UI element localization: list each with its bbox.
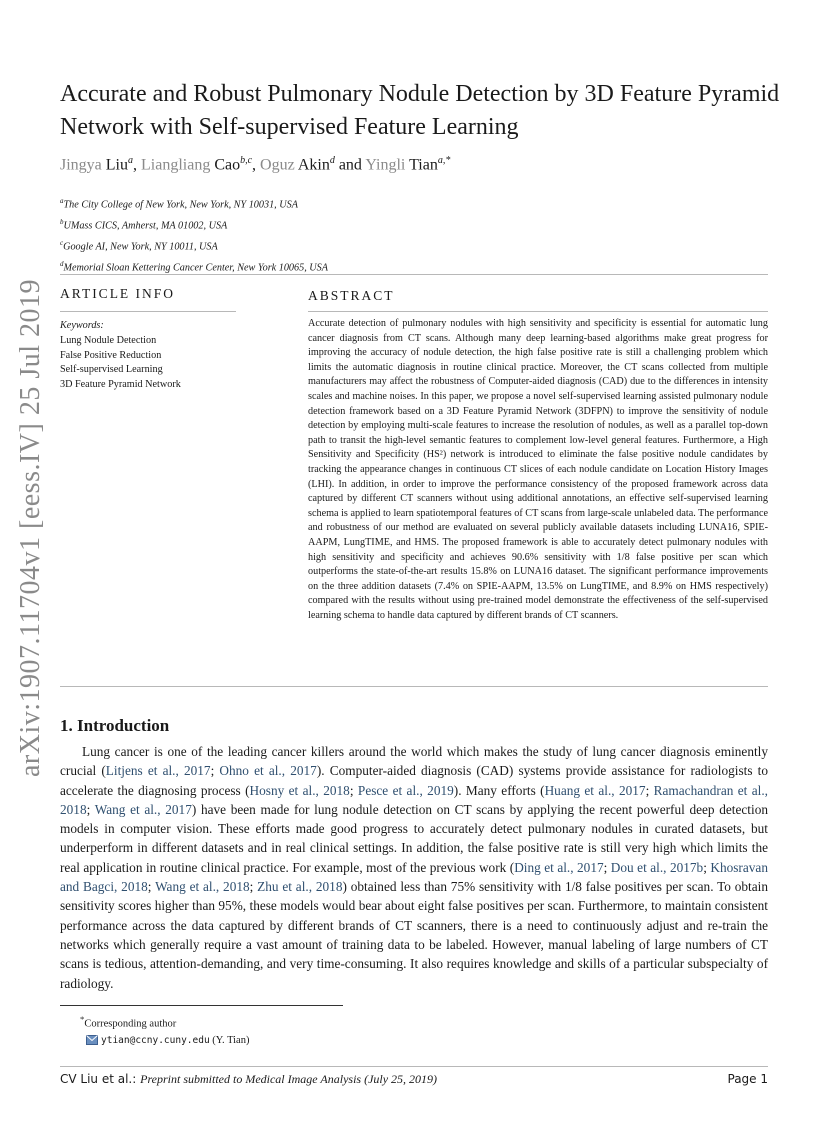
- affiliation-mark: c: [60, 238, 64, 247]
- citation-link[interactable]: Wang et al., 2018: [155, 879, 250, 895]
- abstract-heading: ABSTRACT: [308, 288, 395, 303]
- author-list: [60, 155, 450, 174]
- intro-text: ;: [249, 879, 258, 895]
- keyword-item: False Positive Reduction: [60, 349, 162, 361]
- intro-text: ). Computer-aided diagnosis (CAD) systems provide assistance for radiologists to accelerate the diagnosing process (: [60, 763, 768, 798]
- affiliation-mark: a: [60, 197, 64, 205]
- paper-title: Accurate and Robust Pulmonary Nodule Detection by 3D Feature Pyramid Network with Self-supervised Feature Learning: [60, 81, 780, 140]
- footnote-mark: *: [80, 1014, 85, 1024]
- page-number: Page 1: [727, 1072, 768, 1086]
- citation-link[interactable]: Pesce et al., 2019: [357, 782, 454, 798]
- author-affiliation-mark: a: [128, 155, 133, 166]
- author-affiliation-mark: a,*: [437, 155, 451, 166]
- footer-divider: [60, 1066, 768, 1067]
- citation-link[interactable]: Dou et al., 2017b: [610, 859, 704, 875]
- intro-text: ) obtained less than 75% sensitivity with 1/8 false positives per scan. To obtain sensitivity scores higher than 95%, these models would bear about eight false positives per scan. Furthermore, to maintain consistent performance across the data captured by different brands of CT scanners, there is a need to continuously adjust and re-train the networks which generally require a vast amount of training data to be labeled. However, manual labeling of large numbers of CT scans is tedious, attention-demanding, and very time-consuming. It also requires knowledge and skills of a particular subspecialty of radiology.: [60, 879, 768, 991]
- envelope-icon: [86, 1035, 98, 1051]
- author-family-name: Liu: [105, 156, 128, 174]
- author-affiliation-mark: d: [329, 155, 335, 166]
- abstract-bottom-divider: [60, 686, 768, 687]
- abstract-text: Accurate detection of pulmonary nodules with high sensitivity and specificity is essential for automatic lung cancer diagnosis from CT scans. Although many deep learning-based algorithms make great progress for improving the accuracy of nodule detection, the high false positive rate is still a challenging problem which limits the automatic diagnosis in routine clinical practice. Moreover, the CT scans collected from multiple manufacturers may affect the robustness of Computer-aided diagnosis (CAD) due to the differences in intensity scales and machine noises. In this paper, we propose a novel self-supervised learning assisted pulmonary nodule detection framework based on a 3D Feature Pyramid Network (3DFPN) to improve the sensitivity of nodule detection by employing multi-scale features to increase the resolution of nodules, as well as a parallel top-down path to transit the high-level semantic features to complement low-level general features. Furthermore, a High Sensitivity and Specificity (HS²) network is introduced to eliminate the false positive nodule candidates by tracking the appearance changes in continuous CT slices of each nodule candidate on Location History Images (LHI). In addition, in order to improve the performance consistency of the proposed framework across data captured by different CT scanners without using additional annotations, an effective self-supervised learning schema is applied to learn spatiotemporal features of CT scans from large-scale unlabeled data. The performance and robustness of our method are evaluated on several publicly available datasets including LUNA16, SPIE-AAPM, LungTIME, and HMS. The proposed framework is able to accurately detect pulmonary nodules with high sensitivity and specificity and achieves 90.6% sensitivity with 1/8 false positive per scan which outperforms the state-of-the-art results 15.8% on LUNA16 dataset. The significant performance improvements on the three addition datasets (7.4% on SPIE-AAPM, 13.5% on LungTIME, and 8.9% on HMS respectively) compared with the results without using pre-trained model demonstrate the effectiveness of the self-supervised learning schema to handle data captured by different brands of CT scanners.: [308, 318, 768, 621]
- intro-text: ;: [210, 763, 220, 779]
- introduction-paragraph: [60, 742, 768, 993]
- page-footer: [60, 1072, 768, 1087]
- footnote-rule: [60, 1005, 343, 1006]
- affiliation-list: [60, 193, 328, 277]
- arxiv-identifier: arXiv:1907.11704v1 [eess.IV] 25 Jul 2019: [15, 279, 46, 778]
- citation-link[interactable]: Litjens et al., 2017: [105, 763, 211, 779]
- keyword-item: Self-supervised Learning: [60, 364, 163, 376]
- article-info-heading: ARTICLE INFO: [60, 286, 176, 301]
- keyword-item: 3D Feature Pyramid Network: [60, 379, 181, 391]
- author-family-name: Cao: [214, 156, 241, 174]
- affiliation-item: [60, 193, 328, 214]
- intro-text: ;: [86, 801, 95, 817]
- keywords-label: Keywords:: [60, 320, 104, 331]
- corresponding-email-link[interactable]: ytian@ccny.cuny.edu: [101, 1034, 210, 1046]
- footer-venue: Preprint submitted to Medical Image Analysis (July 25, 2019): [140, 1072, 438, 1086]
- intro-text: ;: [147, 879, 156, 895]
- affiliation-mark: d: [60, 259, 64, 268]
- citation-link[interactable]: Ramachandran et al., 2018: [60, 782, 768, 817]
- author-separator: and: [334, 156, 366, 174]
- affiliation-text: The City College of New York, New York, NY 10031, USA: [63, 199, 298, 211]
- affiliation-text: UMass CICS, Amherst, MA 01002, USA: [63, 220, 228, 232]
- affiliation-item: [60, 214, 328, 235]
- section-heading-introduction: 1. Introduction: [60, 716, 170, 735]
- author-family-name: Akin: [297, 156, 330, 174]
- abstract-divider: [308, 311, 768, 312]
- keywords-block: [60, 319, 181, 393]
- author-given-name: Oguz: [260, 156, 298, 174]
- author-family-name: Tian: [409, 156, 438, 174]
- intro-text: ) have been made for lung nodule detection on CT scans by applying the recent powerful deep detection models in computer vision. These efforts made good progress to accurately detect pulmonary nodules in curated datasets, but underperform in different datasets and in real clinical settings. In addition, the false positive rate is still very high which limits the real application in routine clinical practice. For example, most of the previous work (: [60, 801, 768, 875]
- footnote-label: Corresponding author: [84, 1018, 177, 1030]
- intro-text: Lung cancer is one of the leading cancer killers around the world which makes the study of lung cancer diagnosis eminently crucial (: [60, 744, 768, 779]
- citation-link[interactable]: Hosny et al., 2018: [249, 782, 350, 798]
- author-given-name: Liangliang: [141, 156, 215, 174]
- intro-text: ;: [703, 859, 711, 875]
- intro-text: ;: [645, 782, 654, 798]
- citation-link[interactable]: Ding et al., 2017: [514, 859, 604, 875]
- footer-authors: CV Liu et al.:: [60, 1072, 141, 1086]
- author-affiliation-mark: b,c: [240, 155, 253, 166]
- intro-text: ). Many efforts (: [453, 782, 545, 798]
- affiliation-item: [60, 235, 328, 256]
- header-divider: [60, 274, 768, 275]
- author-separator: ,: [252, 156, 261, 174]
- footnote: [80, 1011, 249, 1051]
- article-info-divider: [60, 311, 236, 312]
- corresponding-name: (Y. Tian): [209, 1034, 250, 1046]
- intro-text: ;: [603, 859, 611, 875]
- citation-link[interactable]: Zhu et al., 2018: [257, 879, 343, 895]
- keyword-item: Lung Nodule Detection: [60, 334, 157, 346]
- intro-text: ;: [349, 782, 358, 798]
- author-given-name: Yingli: [365, 156, 410, 174]
- keyword-list: [60, 334, 181, 393]
- author-given-name: Jingya: [60, 156, 106, 174]
- affiliation-mark: b: [60, 217, 64, 226]
- affiliation-text: Memorial Sloan Kettering Cancer Center, New York 10065, USA: [63, 262, 328, 274]
- affiliation-text: Google AI, New York, NY 10011, USA: [63, 241, 218, 253]
- citation-link[interactable]: Wang et al., 2017: [94, 801, 192, 817]
- citation-link[interactable]: Khosravan and Bagci, 2018: [60, 859, 768, 895]
- citation-link[interactable]: Ohno et al., 2017: [219, 763, 317, 779]
- author-separator: ,: [133, 156, 141, 174]
- citation-link[interactable]: Huang et al., 2017: [544, 782, 646, 798]
